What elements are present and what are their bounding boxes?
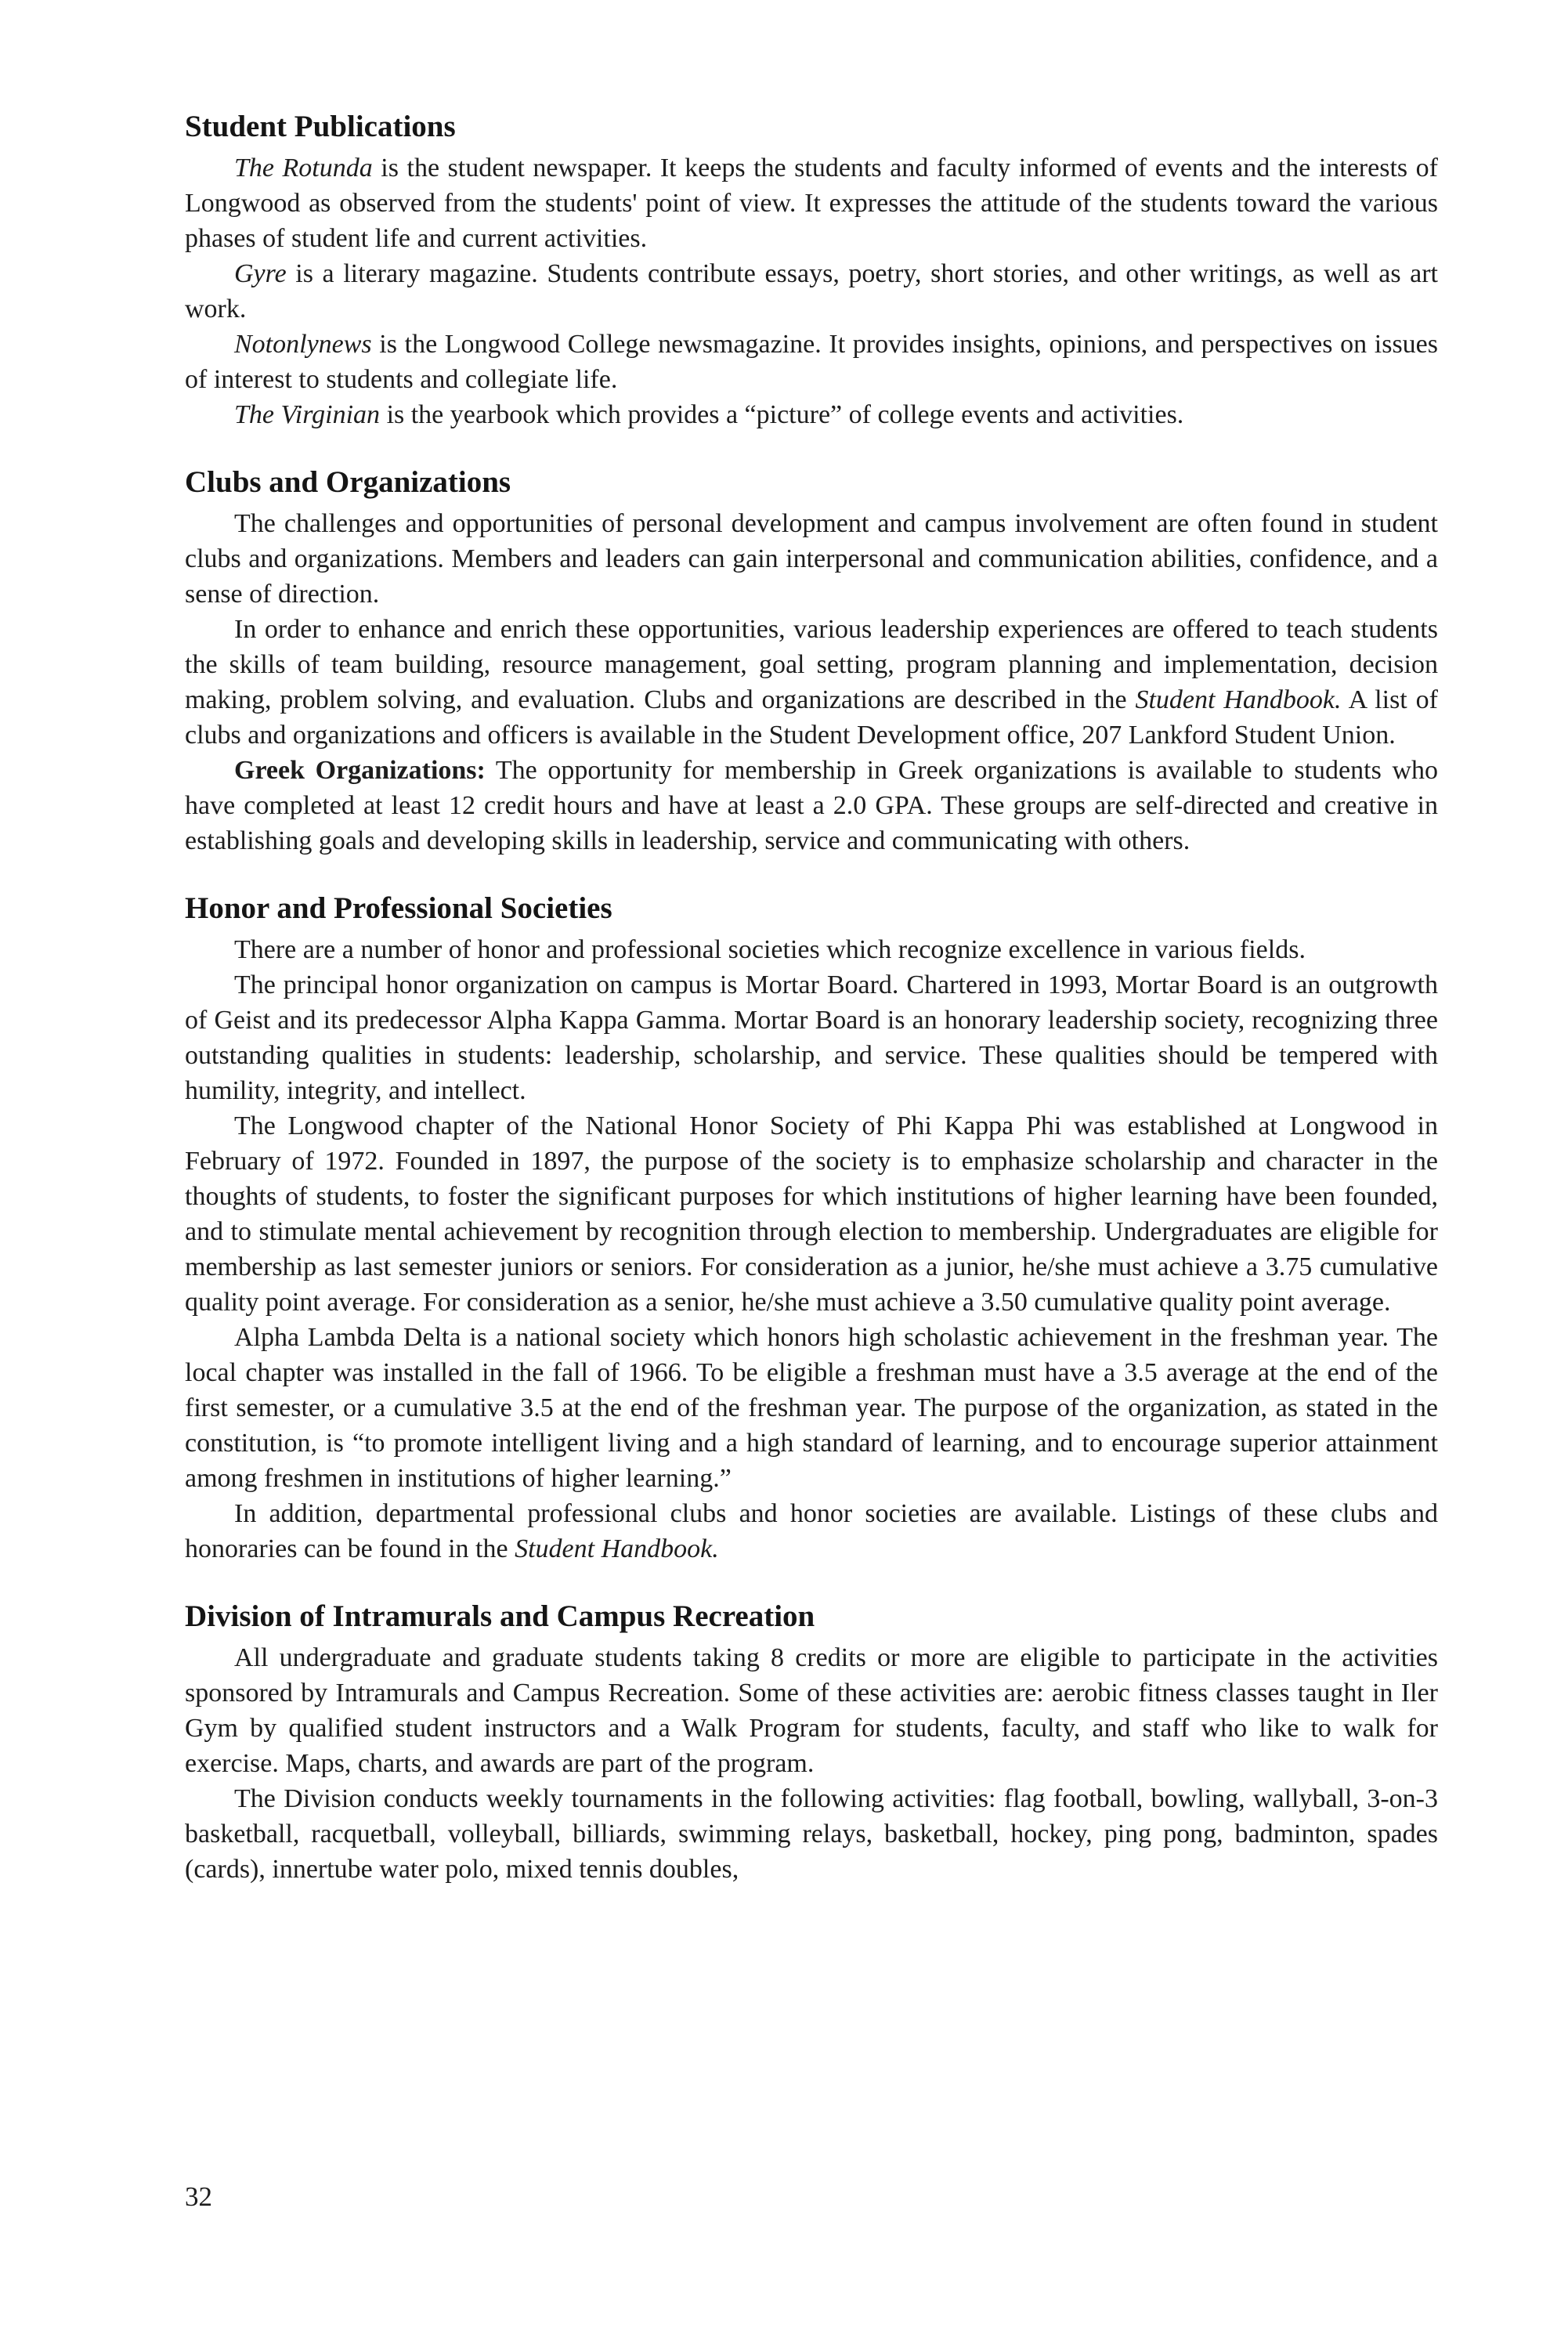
paragraph: There are a number of honor and professional societies which recognize excellence in various fields. (234, 935, 1306, 964)
section-heading: Division of Intramurals and Campus Recreation (185, 1599, 815, 1633)
section-heading: Clubs and Organizations (185, 465, 511, 499)
document-page (185, 108, 1438, 1887)
publication-title: The Virginian (234, 400, 381, 429)
paragraph-greek: Greek Organizations: The opportunity for membership in Greek organizations is available to students who have completed at least 12 credit hours and have at least a 2.0 GPA. These groups are self-directed and creative in establishing goals and developing skills in leadership, service and communicating with others. (185, 756, 1438, 855)
paragraph: In order to enhance and enrich these opportunities, various leadership experiences are offered to teach students the skills of team building, resource management, goal setting, program planning and implementation, decision making, problem solving, and evaluation. Clubs and organizations are described in the Student Handbook. A list of clubs and organizations and officers is available in the Student Development office, 207 Lankford Student Union. (185, 615, 1438, 750)
section-intramurals (185, 1598, 1438, 1887)
publication-title: The Rotunda (234, 154, 373, 182)
section-student-publications (185, 108, 1438, 432)
paragraph: The Longwood chapter of the National Honor Society of Phi Kappa Phi was established at Longwood in February of 1972. Founded in 1897, the purpose of the society is to emphasize scholarship and character in the thoughts of students, to foster the significant purposes for which institutions of higher learning have been founded, and to stimulate mental achievement by recognition through election to membership. Undergraduates are eligible for membership as last semester juniors or seniors. For consideration as a junior, he/she must achieve a 3.75 cumulative quality point average. For consideration as a senior, he/she must achieve a 3.50 cumulative quality point average. (185, 1111, 1438, 1317)
paragraph: All undergraduate and graduate students taking 8 credits or more are eligible to participate in the activities sponsored by Intramurals and Campus Recreation. Some of these activities are: aerobic fitness classes taught in Iler Gym by qualified student instructors and a Walk Program for students, faculty, and staff who like to walk for exercise. Maps, charts, and awards are part of the program. (185, 1643, 1438, 1778)
publication-title: Gyre (234, 259, 287, 288)
page-number: 32 (185, 2181, 212, 2212)
section-heading: Student Publications (185, 110, 456, 143)
section-clubs-organizations (185, 464, 1438, 858)
paragraph: The principal honor organization on campus is Mortar Board. Chartered in 1993, Mortar Board is an outgrowth of Geist and its predecessor Alpha Kappa Gamma. Mortar Board is an honorary leadership society, recognizing three outstanding qualities in students: leadership, scholarship, and service. These qualities should be tempered with humility, integrity, and intellect. (185, 970, 1438, 1105)
paragraph-rotunda: The Rotunda is the student newspaper. It keeps the students and faculty informed of events and the interests of Longwood as observed from the students' point of view. It expresses the attitude of the students toward the various phases of student life and current activities. (185, 154, 1438, 253)
section-heading: Honor and Professional Societies (185, 891, 612, 925)
run-in-heading: Greek Organizations: (234, 756, 486, 785)
handbook-title: Student Handbook. (1135, 685, 1342, 714)
paragraph: In addition, departmental professional clubs and honor societies are available. Listings of these clubs and honoraries can be found in the Student Handbook. (185, 1499, 1438, 1563)
paragraph-virginian: The Virginian is the yearbook which provides a “picture” of college events and activities. (234, 400, 1184, 429)
publication-title: Notonlynews (234, 330, 372, 359)
handbook-title: Student Handbook. (515, 1534, 719, 1563)
paragraph-gyre: Gyre is a literary magazine. Students contribute essays, poetry, short stories, and other writings, as well as art work. (185, 259, 1438, 323)
paragraph: The challenges and opportunities of personal development and campus involvement are often found in student clubs and organizations. Members and leaders can gain interpersonal and communication abilities, confidence, and a sense of direction. (185, 509, 1438, 609)
section-honor-societies (185, 890, 1438, 1567)
paragraph: The Division conducts weekly tournaments in the following activities: flag football, bowling, wallyball, 3-on-3 basketball, racquetball, volleyball, billiards, swimming relays, basketball, hockey, ping pong, badminton, spades (cards), innertube water polo, mixed tennis doubles, (185, 1784, 1438, 1884)
paragraph: Alpha Lambda Delta is a national society which honors high scholastic achievement in the freshman year. The local chapter was installed in the fall of 1966. To be eligible a freshman must have a 3.5 average at the end of the first semester, or a cumulative 3.5 at the end of the freshman year. The purpose of the organization, as stated in the constitution, is “to promote intelligent living and a high standard of learning, and to encourage superior attainment among freshmen in institutions of higher learning.” (185, 1323, 1438, 1493)
paragraph-notonlynews: Notonlynews is the Longwood College newsmagazine. It provides insights, opinions, and perspectives on issues of interest to students and collegiate life. (185, 330, 1438, 394)
